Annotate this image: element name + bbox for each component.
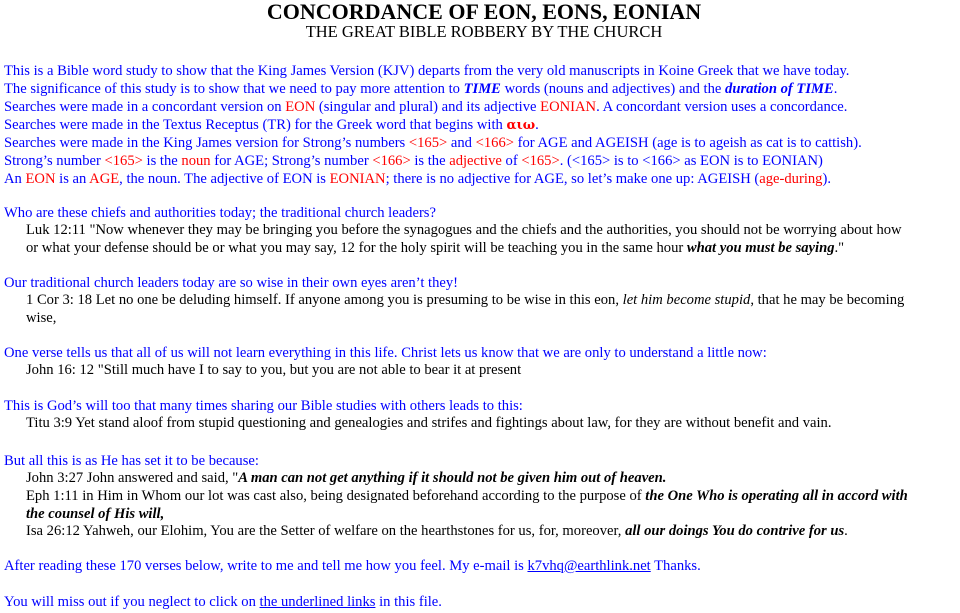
intro-text: for AGE; Strong’s number <box>210 153 373 169</box>
intro-text: . <box>535 117 539 133</box>
intro-text: and <box>447 135 476 151</box>
intro-line-2 <box>4 80 837 98</box>
highlight-noun: noun <box>181 153 211 169</box>
intro-text: ; there is no adjective for AGE, so let’s make one up: AGEISH ( <box>385 171 760 187</box>
verse-titus-3-9: Titu 3:9 Yet stand aloof from stupid questioning and genealogies and strifes and fightings about law, for they are without benefit and vain. <box>26 415 832 431</box>
highlight-eon: EON <box>25 171 56 187</box>
verse-emphasis: all our doings You do contrive for us <box>625 523 845 539</box>
highlight-eonian: EONIAN <box>329 171 386 187</box>
strongs-166: <166> <box>475 135 514 151</box>
intro-text: is the <box>410 153 450 169</box>
intro-text: . <box>833 81 838 97</box>
verse-text: ." <box>834 240 845 256</box>
verse-text: or what your defense should be or what you may say, 12 for the holy spirit will be teaching you in the same hour <box>26 240 687 256</box>
highlight-age-during: age-during <box>759 171 823 187</box>
underlined-links[interactable]: the underlined links <box>259 594 376 610</box>
verse-eph-1-11 <box>26 487 908 505</box>
verse-eph-1-11-cont: the counsel of His will, <box>26 506 165 522</box>
verse-john-16-12: John 16: 12 "Still much have I to say to you, but you are not able to bear it at present <box>26 362 522 378</box>
strongs-165: <165> <box>104 153 143 169</box>
section-question: Our traditional church leaders today are so wise in their own eyes aren’t they! <box>4 275 459 291</box>
footer-text: Thanks. <box>650 558 701 574</box>
intro-line-7 <box>4 170 831 188</box>
intro-text: is the <box>142 153 182 169</box>
intro-line-1: This is a Bible word study to show that the King James Version (KJV) departs from the very old manuscripts in Koine Greek that we have today. <box>4 63 850 79</box>
strongs-166: <166> <box>372 153 411 169</box>
intro-line-4 <box>4 116 539 135</box>
intro-text: of <box>501 153 522 169</box>
verse-text: Eph 1:11 in Him in Whom our lot was cast also, being designated beforehand according to the purpose of <box>26 488 646 504</box>
section-question: One verse tells us that all of us will not learn everything in this life. Christ lets us know that we are only to understand a little now: <box>4 345 767 361</box>
footer-text: in this file. <box>375 594 442 610</box>
verse-isa-26-12 <box>26 522 848 540</box>
highlight-adjective: adjective <box>449 153 502 169</box>
intro-text: , the noun. The adjective of EON is <box>119 171 330 187</box>
email-link[interactable]: k7vhq@earthlink.net <box>527 558 651 574</box>
highlight-age: AGE <box>89 171 120 187</box>
verse-1-cor-3-18-cont: wise, <box>26 310 57 326</box>
intro-text: The significance of this study is to show that we need to pay more attention to <box>4 81 464 97</box>
verse-john-3-27 <box>26 469 666 487</box>
intro-text: . A concordant version uses a concordance. <box>596 99 848 115</box>
intro-text: Searches were made in a concordant version on <box>4 99 286 115</box>
intro-emphasis: TIME <box>463 81 501 97</box>
section-question: Who are these chiefs and authorities today; the traditional church leaders? <box>4 205 436 221</box>
verse-emphasis: the One Who is operating all in accord with <box>645 488 908 504</box>
footer-text: You will miss out if you neglect to click on <box>4 594 260 610</box>
intro-text: Searches were made in the Textus Receptus (TR) for the Greek word that begins with <box>4 117 507 133</box>
intro-text: (singular and plural) and its adjective <box>315 99 541 115</box>
page-title: CONCORDANCE OF EON, EONS, EONIAN <box>266 0 702 24</box>
page-subtitle: THE GREAT BIBLE ROBBERY BY THE CHURCH <box>305 22 663 41</box>
intro-line-3 <box>4 98 847 116</box>
verse-1-cor-3-18 <box>26 291 904 309</box>
footer-links-line <box>4 593 442 611</box>
intro-text: Searches were made in the King James version for Strong’s numbers <box>4 135 409 151</box>
intro-text: . (<165> is to <166> as EON is to EONIAN) <box>559 153 823 169</box>
intro-line-6 <box>4 152 823 170</box>
verse-text: John 3:27 John answered and said, " <box>26 470 239 486</box>
verse-text: 1 Cor 3: 18 Let no one be deluding himself. If anyone among you is presuming to be wise in this eon, <box>26 292 623 308</box>
footer-text: After reading these 170 verses below, write to me and tell me how you feel. My e-mail is <box>4 558 528 574</box>
verse-luke-12-12 <box>26 239 844 257</box>
section-question: This is God’s will too that many times sharing our Bible studies with others leads to this: <box>4 398 523 414</box>
verse-text: , that he may be becoming <box>750 292 905 308</box>
highlight-eon: EON <box>285 99 316 115</box>
verse-emphasis: let him become stupid <box>622 292 751 308</box>
greek-word: αιω <box>506 118 536 133</box>
verse-text: . <box>844 523 848 539</box>
intro-text: An <box>4 171 26 187</box>
verse-emphasis: A man can not get anything if it should not be given him out of heaven. <box>238 470 667 486</box>
strongs-165: <165> <box>521 153 560 169</box>
verse-luke-12-11: Luk 12:11 "Now whenever they may be bringing you before the synagogues and the chiefs and the authorities, you should not be worrying about how <box>26 222 902 238</box>
strongs-165: <165> <box>408 135 448 151</box>
verse-text: Isa 26:12 Yahweh, our Elohim, You are the Setter of welfare on the hearthstones for us, for, moreover, <box>26 523 626 539</box>
intro-text: Strong’s number <box>4 153 105 169</box>
intro-text: words (nouns and adjectives) and the <box>500 81 726 97</box>
intro-text: ). <box>822 171 831 187</box>
intro-text: for AGE and AGEISH (age is to ageish as cat is to cattish). <box>513 135 862 151</box>
intro-emphasis: duration of TIME <box>725 81 834 97</box>
highlight-eonian: EONIAN <box>540 99 597 115</box>
intro-line-5 <box>4 134 862 152</box>
verse-emphasis: what you must be saying <box>686 240 835 256</box>
footer-contact-line <box>4 557 701 575</box>
section-question: But all this is as He has set it to be because: <box>4 453 259 469</box>
intro-text: is an <box>55 171 90 187</box>
